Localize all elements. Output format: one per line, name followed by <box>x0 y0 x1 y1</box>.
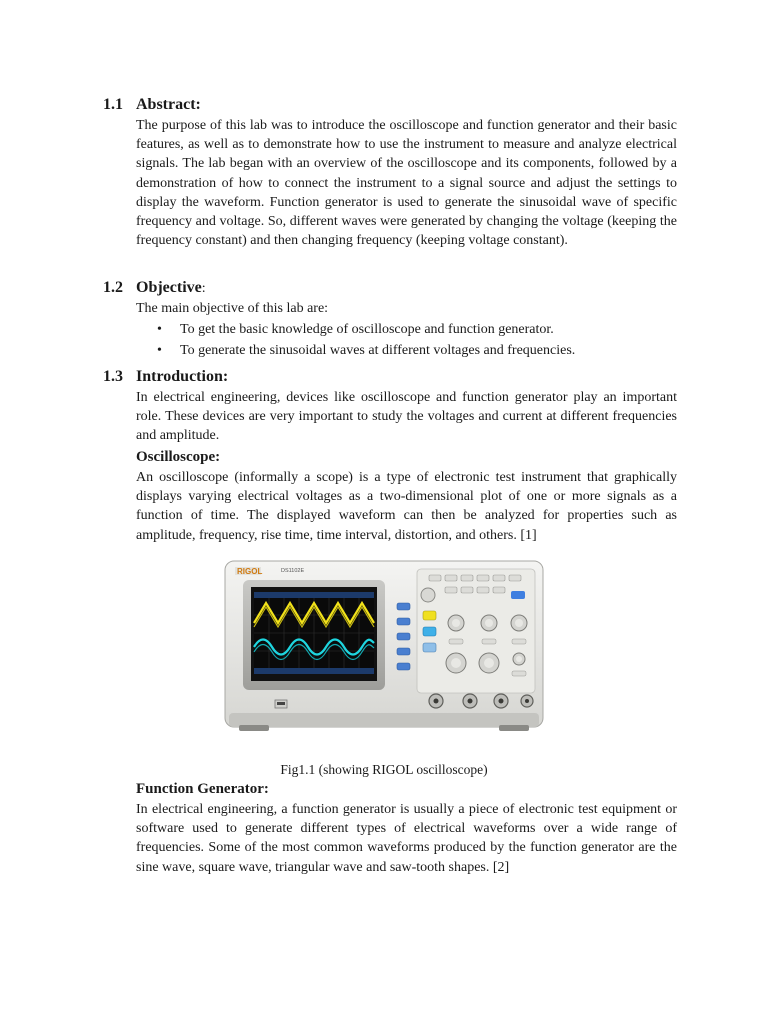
objective-title-colon: : <box>201 281 206 296</box>
oscilloscope-subheading: Oscilloscope: <box>136 449 221 465</box>
introduction-paragraph: In electrical engineering, devices like oscilloscope and function generator play an important role. These devices are very important to study the voltages and current at different frequencies and amplitude. <box>136 390 677 444</box>
abstract-heading <box>103 95 201 115</box>
introduction-title: Introduction: <box>136 368 229 385</box>
abstract-paragraph: The purpose of this lab was to introduce the oscilloscope and function generator and their basic features, as well as to demonstrate how to use the instrument to measure and analyze electrical signals. The lab began with an overview of the oscilloscope and its components, followed by a demonstration of how to connect the instrument to a signal source and adjust the settings to display the waveform. Function generator is used to generate the sinusoidal wave of specific frequency and voltage. So, different waves were generated by changing the voltage (keeping the frequency constant) and then changing frequency (keeping voltage constant). <box>136 118 677 249</box>
objective-title: Objective <box>136 279 202 296</box>
objective-intro: The main objective of this lab are: <box>136 301 329 316</box>
abstract-number: 1.1 <box>103 96 123 113</box>
bullet-dot: • <box>157 343 162 358</box>
oscilloscope-paragraph: An oscilloscope (informally a scope) is a type of electronic test instrument that graphically displays varying electrical voltages as a two-dimensional plot of one or more signals as a function of time. The displayed waveform can then be analyzed for properties such as amplitude, frequency, rise time, time interval, distortion, and others. [1] <box>136 470 677 543</box>
bullet-dot: • <box>157 322 162 337</box>
oscilloscope-figure <box>213 551 555 750</box>
brand-logo: RIGOL <box>237 567 263 576</box>
objective-bullet-2-text: To generate the sinusoidal waves at different voltages and frequencies. <box>180 343 576 358</box>
oscilloscope-image <box>213 551 555 750</box>
introduction-heading <box>103 367 228 387</box>
figure-caption: Fig1.1 (showing RIGOL oscilloscope) <box>280 762 488 777</box>
objective-heading <box>103 278 206 299</box>
objective-bullet-1-text: To get the basic knowledge of oscilloscope and function generator. <box>180 322 554 337</box>
introduction-number: 1.3 <box>103 368 123 385</box>
function-generator-subheading: Function Generator: <box>136 781 269 797</box>
function-generator-paragraph: In electrical engineering, a function generator is usually a piece of electronic test equipment or software used to generate different types of electrical waveforms over a wide range of frequencies. Some of the most common waveforms produced by the function generator are the sine wave, square wave, triangular wave and saw-tooth shapes. [2] <box>136 802 677 875</box>
objective-number: 1.2 <box>103 279 123 296</box>
abstract-title: Abstract: <box>136 96 201 113</box>
model-label: DS1102E <box>281 568 305 574</box>
